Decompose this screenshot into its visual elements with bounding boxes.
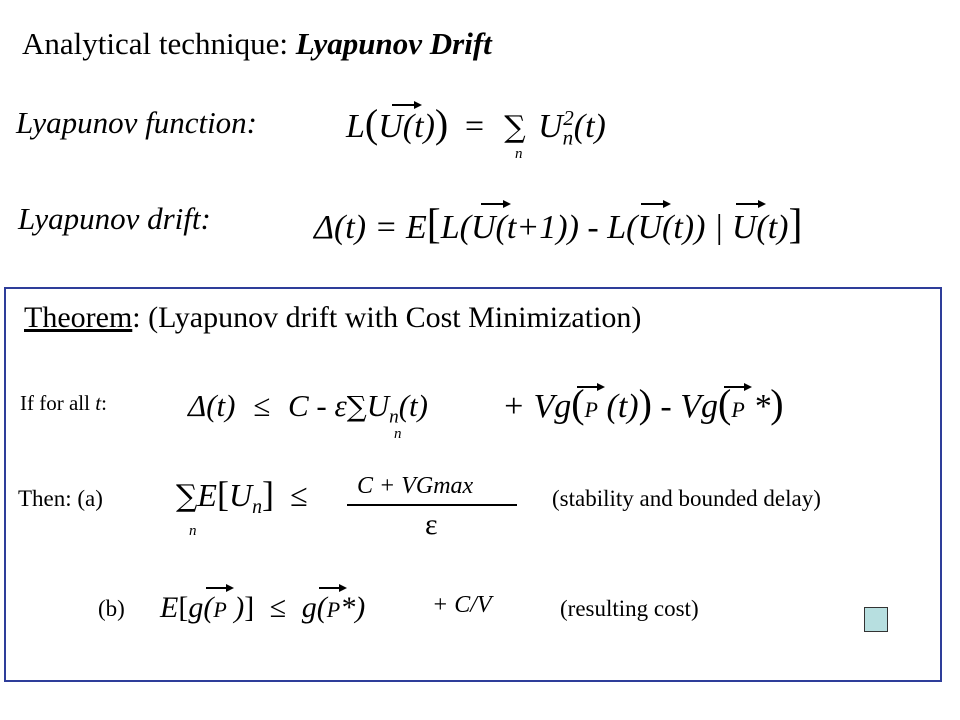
condition-colon: : xyxy=(101,391,107,415)
lyap-fn-Un xyxy=(538,106,606,150)
qed-box-icon xyxy=(864,607,888,632)
cond-c-minus-eps: C - ε xyxy=(287,388,347,423)
lyap-fn-eq: = xyxy=(462,108,486,145)
vector-arrow-icon xyxy=(392,100,422,110)
cond-minus-vg: - Vg xyxy=(660,388,719,425)
vector-arrow-icon xyxy=(481,199,511,209)
b-lhs-close: ) xyxy=(234,591,245,624)
b-rhs-close: *) xyxy=(340,591,366,624)
theorem-heading xyxy=(24,303,641,333)
b-label: (b) xyxy=(98,596,125,621)
b-lhs-P: P xyxy=(213,597,227,622)
cond-delta: Δ(t) xyxy=(188,388,236,423)
drift-u1: U(t+1) xyxy=(471,209,568,246)
condition-t: t xyxy=(95,391,102,415)
vector-P-t xyxy=(585,390,598,424)
a-U: U xyxy=(228,477,253,513)
cond-P-t: (t) xyxy=(606,388,639,425)
cond-P-star-P: P xyxy=(731,397,745,422)
vector-U-t-2 xyxy=(637,211,694,245)
result-b-formula: E[g( P )] ≤ g( P*) xyxy=(160,593,365,623)
b-plus-cv: + C/V xyxy=(432,592,492,618)
vector-arrow-icon xyxy=(641,199,671,209)
title-emphasis: Lyapunov Drift xyxy=(295,26,492,61)
cond-Un xyxy=(366,388,428,428)
vector-P-b-rhs xyxy=(327,593,340,623)
lyapunov-function-label: Lyapunov function: xyxy=(16,105,258,140)
vector-arrow-icon xyxy=(206,583,234,593)
b-lhs-g: g( xyxy=(188,591,214,624)
cond-un-sub: n xyxy=(389,406,399,428)
condition-label xyxy=(20,393,107,414)
cond-P-star: * xyxy=(753,388,771,425)
lyap-fn-L: L xyxy=(346,108,365,145)
cond-P: P xyxy=(584,397,598,422)
condition-label-text: If for all xyxy=(20,391,96,415)
vector-arrow-icon xyxy=(319,583,347,593)
sum-sign: ∑ xyxy=(504,110,526,145)
drift-u3: U(t) xyxy=(731,209,789,246)
a-sum-index-n: n xyxy=(189,523,197,539)
cond-plus-vg: + Vg xyxy=(502,388,572,425)
b-rhs-P: P xyxy=(326,597,341,622)
lyapunov-drift-formula: Δ(t) = E[L( U(t+1)) - L( U(t)) | U(t)] xyxy=(314,204,802,246)
vector-arrow-icon xyxy=(577,382,605,392)
vector-arrow-icon xyxy=(724,382,752,392)
cond-un-U: U xyxy=(366,388,390,423)
lyapunov-function-formula: L( U(t)) = ∑ $U_n^2(t)$ xyxy=(346,101,606,150)
then-label: Then: (a) xyxy=(18,486,103,511)
vector-arrow-icon xyxy=(736,199,766,209)
cond-leq: ≤ xyxy=(253,388,271,423)
theorem-word: Theorem xyxy=(24,301,133,334)
vector-U-t-plus-1 xyxy=(471,211,568,245)
b-leq: ≤ xyxy=(269,591,287,624)
sum-index-n: n xyxy=(515,146,523,162)
a-denominator: ε xyxy=(425,508,438,541)
fraction-bar xyxy=(347,504,517,506)
condition-formula-right: + Vg( P (t)) - Vg( P *) xyxy=(502,381,784,426)
lyapunov-drift-label: Lyapunov drift: xyxy=(18,201,211,236)
a-note: (stability and bounded delay) xyxy=(552,486,821,511)
a-sub: n xyxy=(252,495,262,518)
sum-sign: ∑ xyxy=(176,479,198,514)
vector-P-star xyxy=(731,390,744,424)
page-title xyxy=(22,28,492,59)
b-E: E xyxy=(160,591,179,624)
a-leq: ≤ xyxy=(290,477,308,513)
result-a-lhs: $\sum E[U_n]$ ≤ xyxy=(176,474,308,518)
drift-p1: L( xyxy=(440,209,471,246)
sum-sign: ∑ xyxy=(346,390,367,423)
a-numerator: C + VGmax xyxy=(357,473,474,499)
lyap-fn-rhs-t: (t) xyxy=(573,108,606,145)
vector-U-t xyxy=(378,110,435,144)
vector-U-t-3 xyxy=(732,211,789,245)
a-E: E xyxy=(197,477,217,513)
lyap-fn-rhs-sub: n xyxy=(562,125,574,150)
drift-u2: U(t) xyxy=(637,209,695,246)
cond-sum-index-n: n xyxy=(394,426,402,442)
cond-un-t: (t) xyxy=(398,388,428,423)
drift-p3: ) | xyxy=(694,209,732,246)
drift-p2: ) - L( xyxy=(567,209,638,246)
title-prefix: Analytical technique: xyxy=(22,26,296,61)
theorem-heading-rest: : (Lyapunov drift with Cost Minimization) xyxy=(132,301,642,334)
lyap-fn-rhs-sup: 2 xyxy=(563,106,574,131)
lyap-fn-U: U(t) xyxy=(378,108,435,145)
drift-lhs: Δ(t) = E xyxy=(314,209,427,246)
b-rhs-g: g( xyxy=(301,591,327,624)
b-note: (resulting cost) xyxy=(560,596,699,621)
condition-formula xyxy=(188,390,428,427)
vector-P-b-lhs xyxy=(213,593,226,623)
lyap-fn-rhs-U: U xyxy=(538,108,563,145)
